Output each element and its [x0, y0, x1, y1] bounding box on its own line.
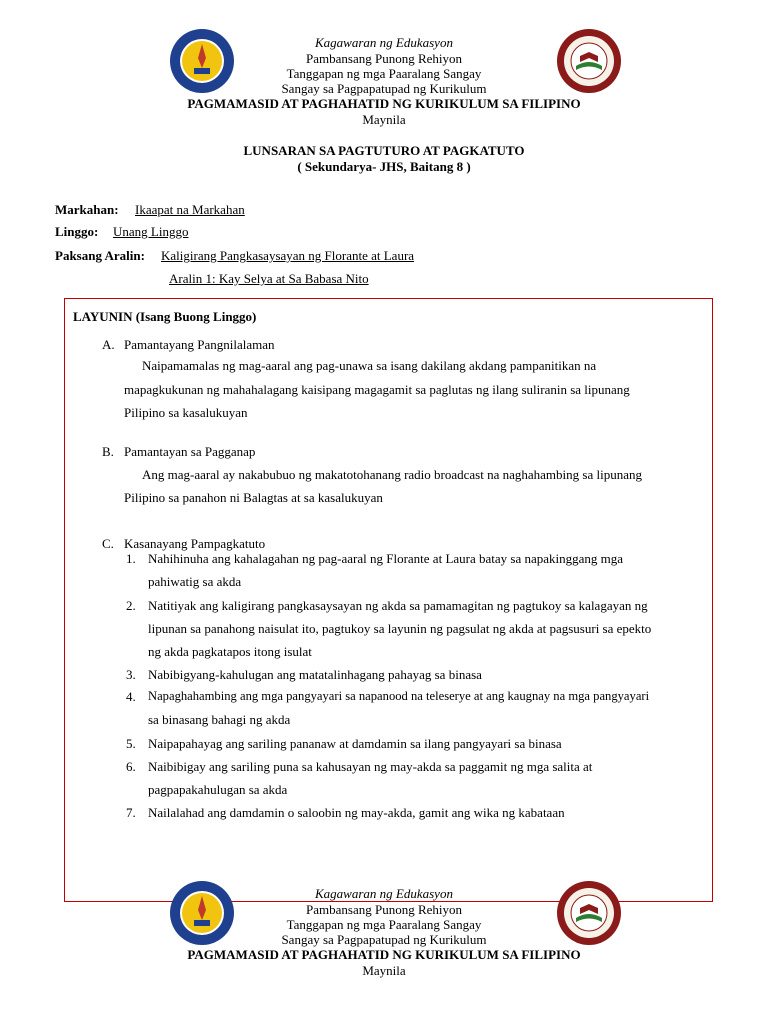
header-region: Pambansang Punong Rehiyon: [306, 51, 462, 66]
header-city: Maynila: [362, 112, 406, 127]
paksa-value: Kaligirang Pangkasaysayan ng Florante at Laura: [161, 248, 415, 263]
list-item-line: Nahihinuha ang kahalagahan ng pag-aaral ng Florante at Laura batay sa napakinggang mga: [148, 551, 624, 566]
header-unit: PAGMAMASID AT PAGHAHATID NG KURIKULUM SA FILIPINO: [187, 96, 581, 111]
list-item-number: 7.: [126, 805, 136, 820]
list-item-line: lipunan sa panahong naisulat ito, pagtukoy sa layunin ng pagsulat ng akda at pagsusuri sa epekto: [148, 621, 652, 636]
footer-city: Maynila: [362, 963, 406, 978]
list-item-number: 1.: [126, 551, 136, 566]
section-a-letter: A.: [102, 337, 115, 352]
footer-region: Pambansang Punong Rehiyon: [306, 902, 462, 917]
list-item-number: 6.: [126, 759, 136, 774]
footer-department: Kagawaran ng Edukasyon: [315, 886, 453, 901]
layunin-heading: LAYUNIN (Isang Buong Linggo): [73, 309, 257, 324]
section-a-title: Pamantayang Pangnilalaman: [124, 337, 275, 352]
section-b-letter: B.: [102, 444, 114, 459]
header-branch: Sangay sa Pagpapatupad ng Kurikulum: [281, 81, 487, 96]
section-a-line: mapagkukunan ng mahahalagang kaisipang magagamit sa paglutas ng ilang suliranin sa lipunang: [124, 382, 630, 397]
section-b-line: Pilipino sa panahon ni Balagtas at sa kasalukuyan: [124, 490, 383, 505]
list-item-line: pagpapakahulugan sa akda: [148, 782, 288, 797]
list-item-line: pahiwatig sa akda: [148, 574, 242, 589]
footer-unit: PAGMAMASID AT PAGHAHATID NG KURIKULUM SA FILIPINO: [187, 947, 581, 962]
linggo-value: Unang Linggo: [113, 224, 189, 239]
markahan-label: Markahan:: [55, 202, 119, 217]
list-item-line: Nabibigyang-kahulugan ang matatalinhagang pahayag sa binasa: [148, 667, 482, 682]
list-item-number: 3.: [126, 667, 136, 682]
list-item-line: Naipapahayag ang sariling pananaw at damdamin sa ilang pangyayari sa binasa: [148, 736, 562, 751]
aralin-value: Aralin 1: Kay Selya at Sa Babasa Nito: [169, 271, 369, 286]
section-b-title: Pamantayan sa Pagganap: [124, 444, 256, 459]
document-subtitle: ( Sekundarya- JHS, Baitang 8 ): [297, 159, 471, 174]
paksa-label: Paksang Aralin:: [55, 248, 145, 263]
list-item-line: Napaghahambing ang mga pangyayari sa napanood na teleserye at ang kaugnay na mga pangyayari: [148, 689, 650, 703]
section-c-title: Kasanayang Pampagkatuto: [124, 536, 266, 551]
list-item-line: Natitiyak ang kaligirang pangkasaysayan ng akda sa pamamagitan ng pagtukoy sa kalagayan ng: [148, 598, 648, 613]
list-item-line: Nailalahad ang damdamin o saloobin ng may-akda, gamit ang wika ng kabataan: [148, 805, 565, 820]
linggo-label: Linggo:: [55, 224, 99, 239]
document-title: LUNSARAN SA PAGTUTURO AT PAGKATUTO: [243, 143, 525, 158]
footer-office: Tanggapan ng mga Paaralang Sangay: [286, 917, 482, 932]
list-item-line: sa binasang bahagi ng akda: [148, 712, 291, 727]
list-item-line: Naibibigay ang sariling puna sa kahusayan ng may-akda sa paggamit ng mga salita at: [148, 759, 593, 774]
section-a-line: Pilipino sa kasalukuyan: [124, 405, 248, 420]
section-b-line: Ang mag-aaral ay nakabubuo ng makatotohanang radio broadcast na naghahambing sa lipunang: [142, 467, 642, 482]
section-c-letter: C.: [102, 536, 114, 551]
section-a-line: Naipamamalas ng mag-aaral ang pag-unawa sa isang dakilang akdang pampanitikan na: [142, 358, 597, 373]
header-department: Kagawaran ng Edukasyon: [315, 35, 453, 50]
list-item-number: 2.: [126, 598, 136, 613]
footer-branch: Sangay sa Pagpapatupad ng Kurikulum: [281, 932, 487, 947]
list-item-line: ng akda pagkatapos itong isulat: [148, 644, 312, 659]
list-item-number: 5.: [126, 736, 136, 751]
markahan-value: Ikaapat na Markahan: [135, 202, 245, 217]
header-office: Tanggapan ng mga Paaralang Sangay: [286, 66, 482, 81]
list-item-number: 4.: [126, 689, 136, 704]
